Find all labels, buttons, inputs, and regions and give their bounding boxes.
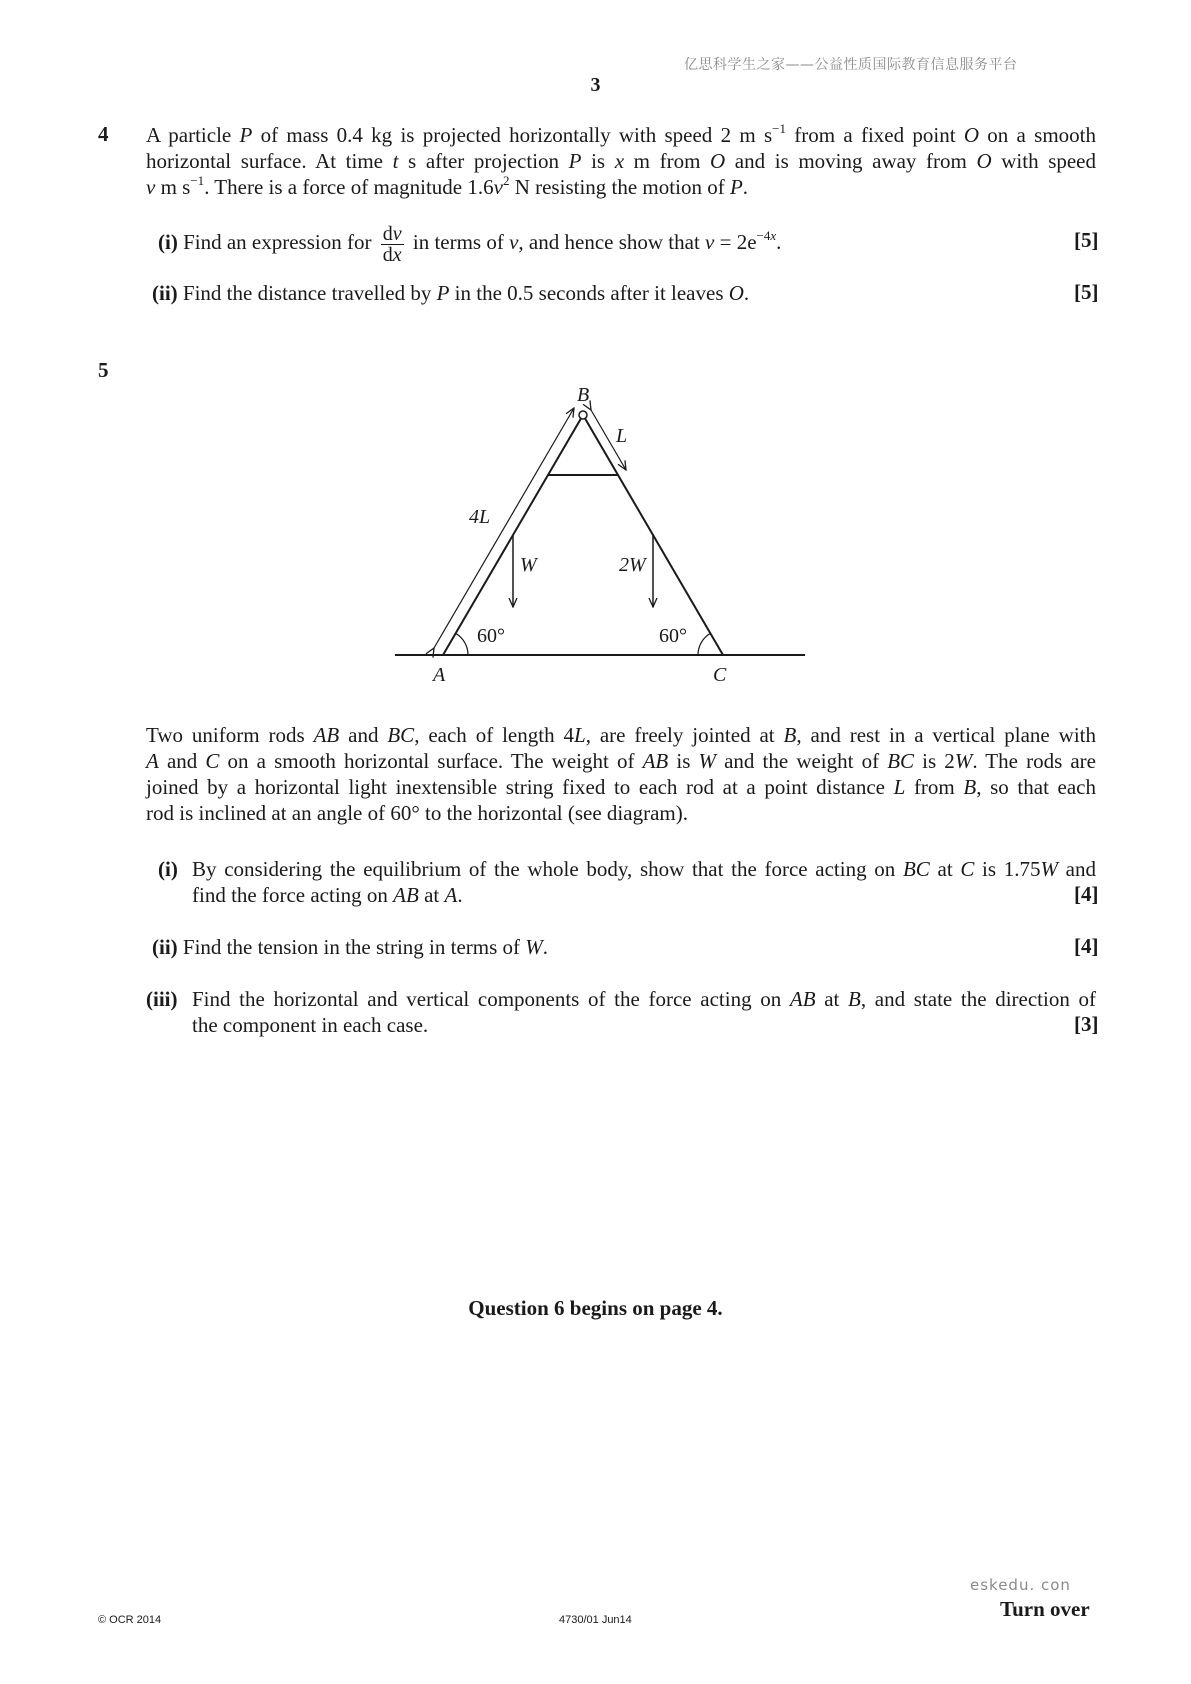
question-5-part-iii: Find the horizontal and vertical components of the force acting on AB at B, and state the direction of the component in each case. [192,987,1097,1037]
question-5-part-i-label: (i) [158,857,178,881]
part-label: (ii) [152,281,178,305]
site-watermark: eskedu. con [970,1576,1071,1594]
question-4-part-i: (i) Find an expression for $\frac{dv}{dx}$ in terms of v, and hence show that $v = 2e^{-4x}$. [158,223,782,266]
question-5-part-iii-label: (iii) [146,987,178,1011]
question-5-part-ii: (ii) Find the tension in the string in terms of W. [152,935,549,959]
hinge-b [579,411,587,419]
label-a: A [433,664,446,686]
label-l: L [616,425,628,447]
label-b: B [577,384,590,406]
dimension-4l-arrow [434,408,574,648]
angle-arc-c [698,633,711,655]
label-w: W [520,554,537,576]
question-5-part-iii-marks: [3] [1074,1012,1099,1036]
question-5-stem: Two uniform rods AB and BC, each of length 4L, are freely jointed at B, and rest in a vertical plane with A and C on a smooth horizontal surface. The weight of AB is W and the weight of BC is 2W. The rods are joined by a horizontal light inextensible string fixed to each rod at a point distance L from B, so that each rod is inclined at an angle of 60° to the horizontal (see diagram). [146,723,1097,825]
turn-over-label: Turn over [1000,1597,1090,1621]
question-5-part-ii-marks: [4] [1074,934,1099,958]
question-5-part-i: By considering the equilibrium of the whole body, show that the force acting on BC at C is 1.75W and find the force acting on AB at A. [192,857,1096,907]
footer-paper-code: 4730/01 Jun14 [559,1614,632,1626]
angle-arc-a [456,633,469,655]
continuation-note: Question 6 begins on page 4. [468,1296,723,1320]
footer-copyright: © OCR 2014 [98,1614,162,1626]
question-4-number: 4 [98,122,109,146]
part-label: (i) [158,230,178,254]
question-4-stem: A particle P of mass 0.4 kg is projected horizontally with speed 2 m $s^{-1}$ from a fixed point O on a smooth horizontal surface. At time t s after projection P is x m from O and is moving away from O with speed v m $s^{-1}$. There is a force of magnitude $1.6v^2$ N resisting the motion of P. [146,121,1097,199]
label-4l: 4L [469,506,491,528]
label-2w: 2W [619,554,646,576]
question-5-part-i-marks: [4] [1074,882,1099,906]
page-number: 3 [590,74,601,96]
label-angle-c: 60° [659,625,687,647]
label-angle-a: 60° [477,625,505,647]
label-c: C [713,664,727,686]
fraction-dv-dx: $\frac{dv}{dx}$ [382,223,402,266]
question-4-part-ii: (ii) Find the distance travelled by P in the 0.5 seconds after it leaves O. [152,281,750,305]
question-4-part-i-marks: [5] [1074,228,1099,252]
question-5-number: 5 [98,358,109,382]
question-4-part-ii-marks: [5] [1074,280,1099,304]
watermark-text: 亿思科学生之家——公益性质国际教育信息服务平台 [684,57,1018,73]
rods-diagram [380,370,820,690]
